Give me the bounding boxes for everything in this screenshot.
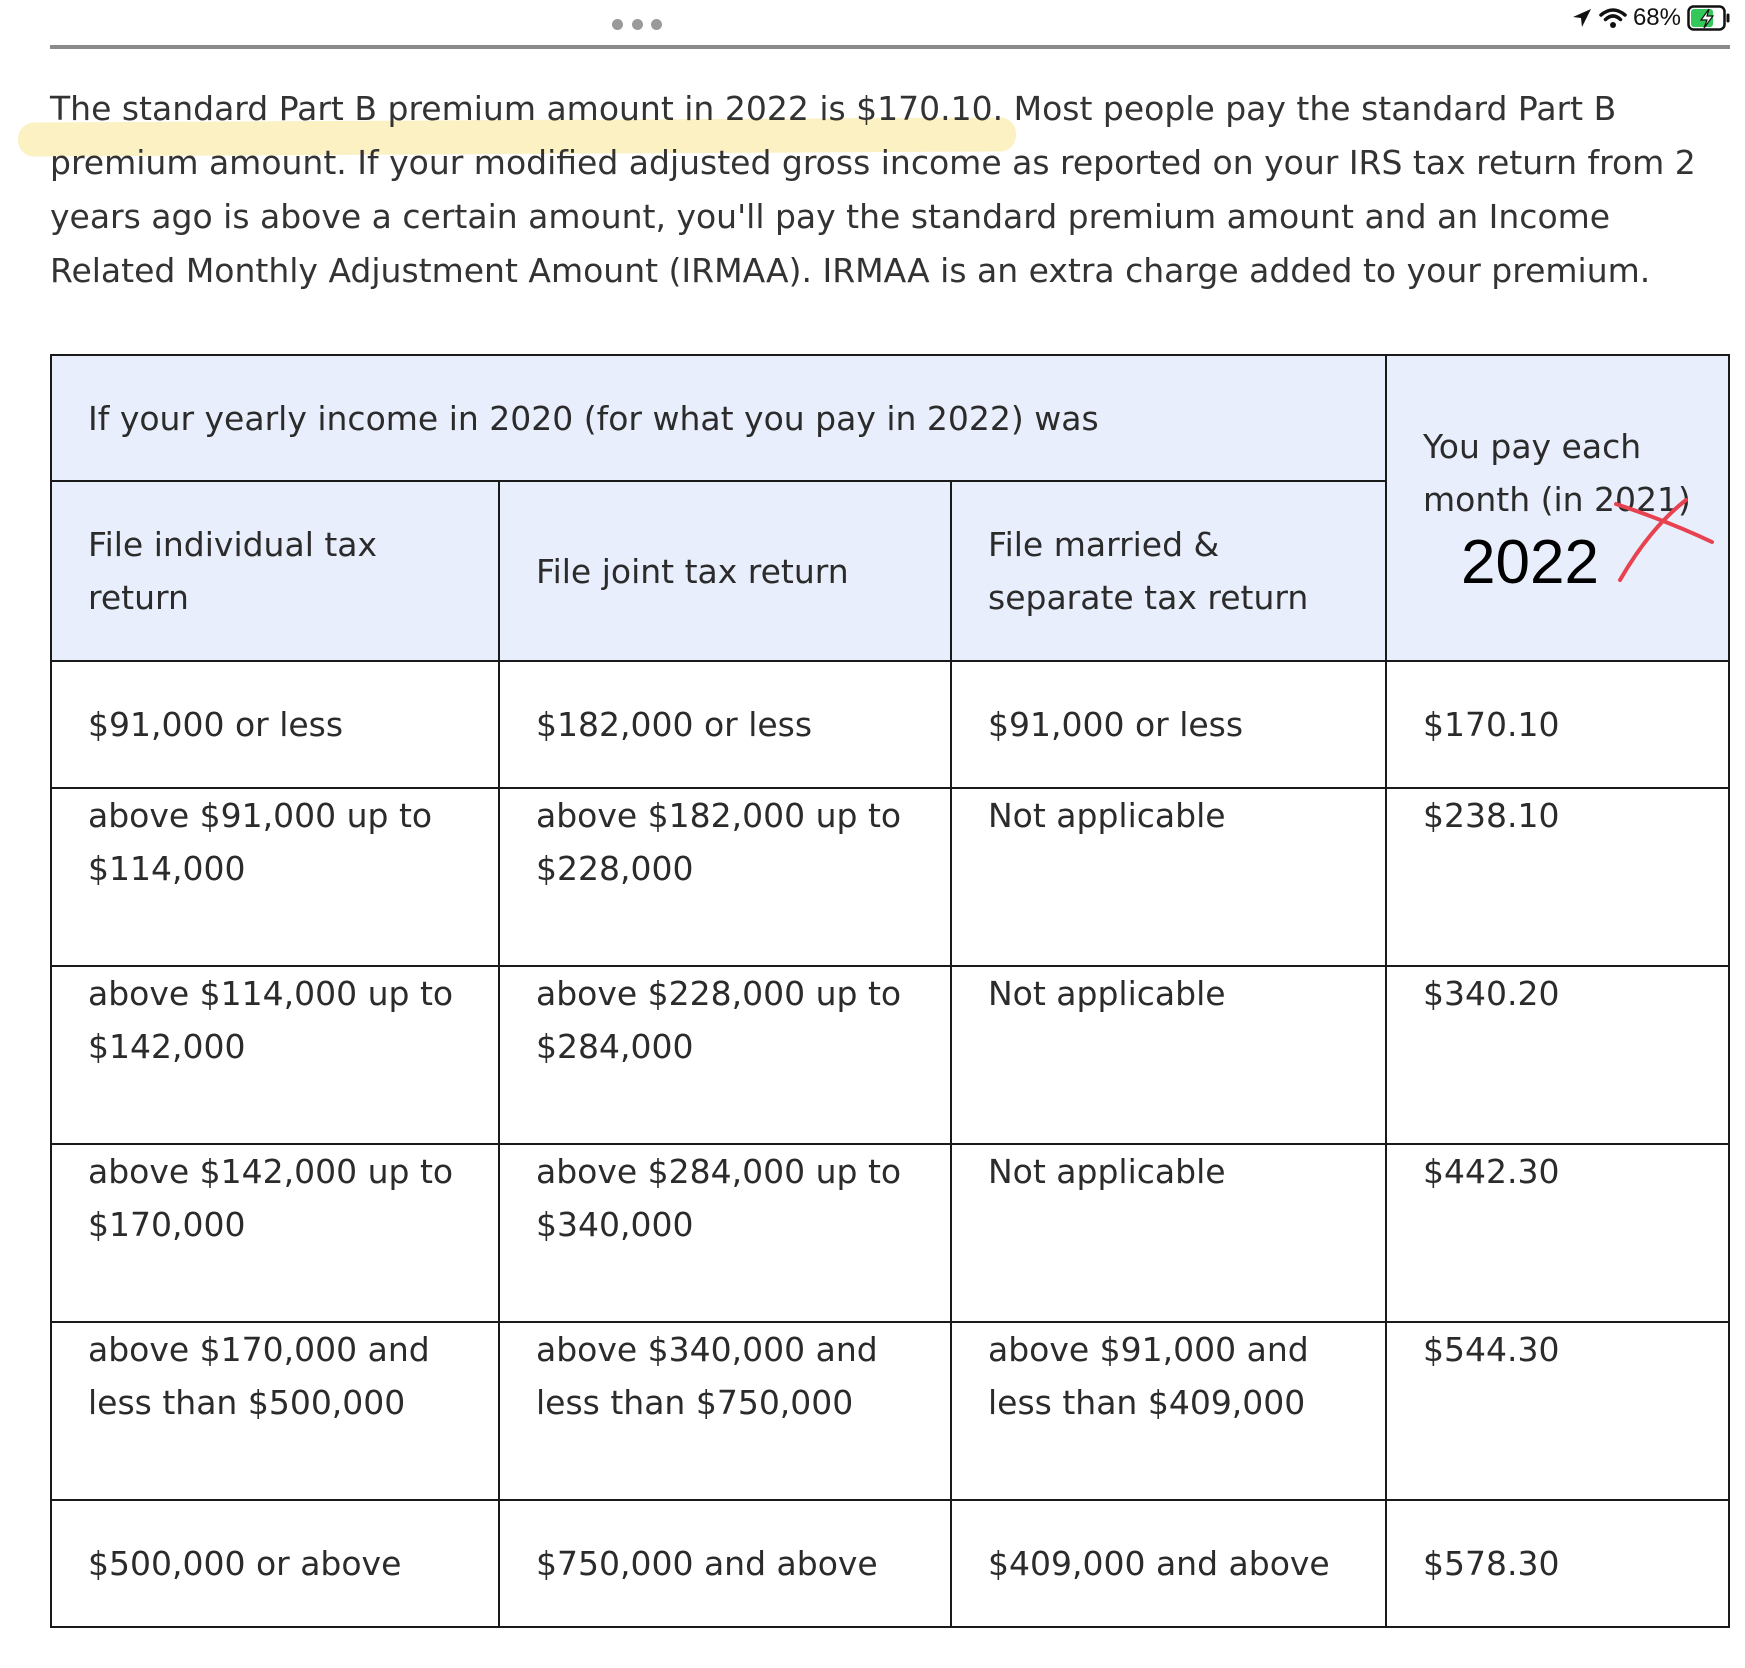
pay-header <box>1386 355 1729 661</box>
status-bar <box>0 0 1745 46</box>
cell-married-separate: above $91,000 and less than $409,000 <box>951 1322 1386 1500</box>
red-strikethrough-mark <box>1610 494 1720 586</box>
table-row <box>51 1500 1729 1627</box>
cell-premium: $578.30 <box>1386 1500 1729 1627</box>
more-dots-icon[interactable] <box>612 18 662 30</box>
location-arrow-icon <box>1571 7 1593 29</box>
toolbar-divider <box>50 45 1730 49</box>
status-indicators <box>1571 4 1731 32</box>
col-header-married-separate: File married & separate tax return <box>951 481 1386 661</box>
table-row <box>51 788 1729 966</box>
col-header-joint: File joint tax return <box>499 481 951 661</box>
cell-individual: above $114,000 up to $142,000 <box>51 966 499 1144</box>
pay-header-label: You pay each month (in 2021) <box>1423 427 1691 519</box>
cell-individual: above $91,000 up to $114,000 <box>51 788 499 966</box>
cell-premium: $544.30 <box>1386 1322 1729 1500</box>
cell-married-separate: $91,000 or less <box>951 661 1386 788</box>
dot <box>612 19 623 30</box>
cell-married-separate: $409,000 and above <box>951 1500 1386 1627</box>
cell-married-separate: Not applicable <box>951 1144 1386 1322</box>
cell-individual: above $142,000 up to $170,000 <box>51 1144 499 1322</box>
battery-charging-icon <box>1687 5 1731 31</box>
cell-married-separate: Not applicable <box>951 788 1386 966</box>
intro-paragraph: The standard Part B premium amount in 2022 is $170.10. Most people pay the standard Part B premium amount. If your modified adjusted gross income as reported on your IRS tax return from 2 years ago is above a certain amount, you'll pay the standard premium amount and an Income Related Monthly Adjustment Amount (IRMAA). IRMAA is an extra charge added to your premium. <box>50 89 1696 290</box>
dot <box>632 19 643 30</box>
cell-joint: above $340,000 and less than $750,000 <box>499 1322 951 1500</box>
cell-individual: $91,000 or less <box>51 661 499 788</box>
table-row <box>51 1322 1729 1500</box>
table-row <box>51 966 1729 1144</box>
cell-joint: above $284,000 up to $340,000 <box>499 1144 951 1322</box>
cell-joint: above $228,000 up to $284,000 <box>499 966 951 1144</box>
cell-premium: $238.10 <box>1386 788 1729 966</box>
table-header-row <box>51 355 1729 481</box>
cell-premium: $340.20 <box>1386 966 1729 1144</box>
col-header-individual: File individual tax return <box>51 481 499 661</box>
cell-married-separate: Not applicable <box>951 966 1386 1144</box>
table-row <box>51 1144 1729 1322</box>
cell-joint: above $182,000 up to $228,000 <box>499 788 951 966</box>
cell-individual: $500,000 or above <box>51 1500 499 1627</box>
cell-joint: $750,000 and above <box>499 1500 951 1627</box>
handwritten-year-annotation: 2022 <box>1461 528 1599 597</box>
table-row <box>51 661 1729 788</box>
cell-premium: $442.30 <box>1386 1144 1729 1322</box>
battery-percentage: 68% <box>1632 4 1681 31</box>
cell-premium: $170.10 <box>1386 661 1729 788</box>
cell-joint: $182,000 or less <box>499 661 951 788</box>
wifi-icon <box>1599 7 1627 29</box>
irmaa-table <box>50 354 1730 1628</box>
cell-individual: above $170,000 and less than $500,000 <box>51 1322 499 1500</box>
dot <box>651 19 662 30</box>
income-header: If your yearly income in 2020 (for what you pay in 2022) was <box>51 355 1386 481</box>
